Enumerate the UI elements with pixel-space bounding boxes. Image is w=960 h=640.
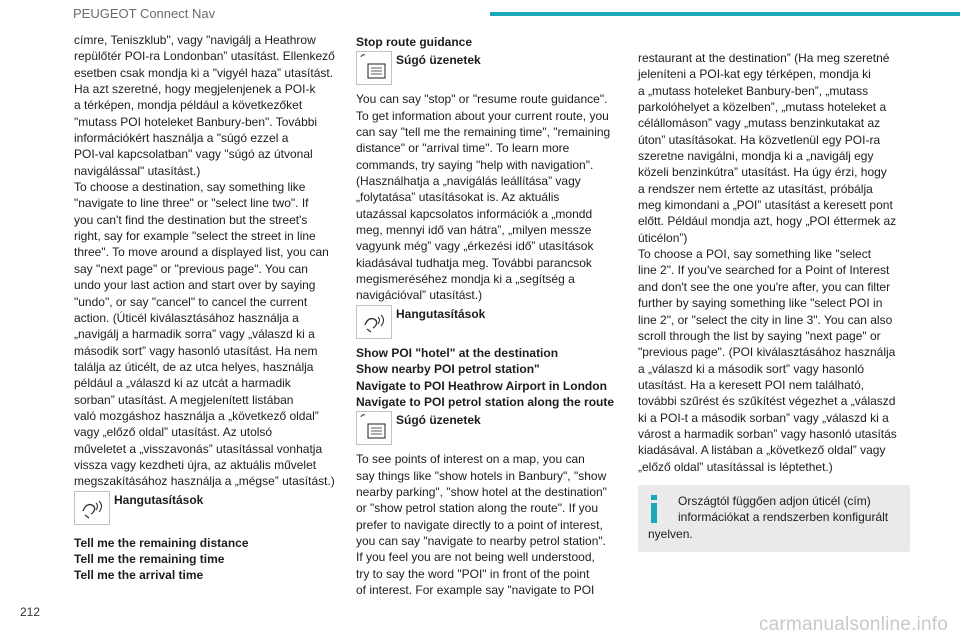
voice-commands-row-2 xyxy=(356,305,628,339)
page-header-title: PEUGEOT Connect Nav xyxy=(73,6,216,21)
info-note-line-3: nyelven. xyxy=(648,526,693,541)
column-1 xyxy=(74,32,346,584)
col3-paragraph: restaurant at the destination” (Ha meg szeretné jeleníteni a POI-kat egy térképen, mondja ki a „mutass hoteleket Banbury-ben”, „mutass parkolóhelyet a közelben”, „mutass hoteleket a célállomáson” vagy „mutass benzinkutakat az úton” utasításokat. Ha közvetlenül egy POI-ra szeretne navigálni, mondja ki a „navigálj egy közeli benzinkútra” utasítást. Ha úgy érzi, hogy a rendszer nem értette az utasítást, próbálja meg kimondani a „POI” utasítást a keresett pont előtt. Például mondja azt, hogy „POI éttermek az úticélon”) To choose a POI, say something like "select line 2". If you've searched for a Point of Interest and don't see the one you're after, you can filter further by saying something like "select POI in line 2", or "select the city in line 3". You can also scroll through the list by saying "next page" or "previous page". (POI kiválasztásához használja a „válaszd ki a második sort” vagy hasonló utasítást. Ha a keresett POI nem található, további szűrést és szűkítést végezhet a „válaszd ki a POI-t a második sorban” vagy „válaszd ki a várost a harmadik sorban” vagy hasonló utasítás kiadásával. A listában a „következő oldal” vagy „előző oldal” utasítással is léptethet.) xyxy=(638,51,897,474)
column-3 xyxy=(638,50,910,552)
info-note-line-1: Országtól függően adjon úticél (cím) xyxy=(678,493,871,508)
info-note-line-2: információkat a rendszerben konfigurált xyxy=(678,510,889,525)
voice-commands-list: Tell me the remaining distance Tell me the remaining time Tell me the arrival time xyxy=(74,535,249,583)
help-message-icon xyxy=(356,51,392,85)
voice-commands-row xyxy=(74,491,346,525)
col2-paragraph-1: You can say "stop" or "resume route guidance". To get information about your current route, you can say "tell me the remaining time", "remaining distance" or "arrival time". To learn more commands, try saying "help with navigation". (Használhatja a „navigálás leállítása” vagy „folytatása” utasításokat is. Az aktuális utazással kapcsolatos információk a „mondd meg, mennyi idő van hátra”, „milyen messze vagyunk még” vagy „érkezési idő” utasítások kiadásával tudhatja meg. További parancsok megismeréséhez mondja ki a „segítség a navigációval” utasítást.) xyxy=(356,92,611,303)
info-note-text xyxy=(648,493,900,542)
help-messages-label: Súgó üzenetek xyxy=(396,53,481,68)
watermark: carmanualsonline.info xyxy=(758,614,948,635)
voice-command-icon xyxy=(356,305,392,339)
voice-commands-label: Hangutasítások xyxy=(396,306,486,321)
help-messages-label: Súgó üzenetek xyxy=(396,413,481,428)
voice-commands-label: Hangutasítások xyxy=(114,492,204,507)
poi-commands-list: Show POI "hotel" at the destination Show nearby POI petrol station" Navigate to POI Heathrow Airport in London Navigate to POI petrol station along the route xyxy=(356,345,615,409)
help-messages-row-1 xyxy=(356,51,628,85)
col1-paragraph: címre, Teniszklub", vagy "navigálj a Heathrow repülőtér POI-ra Londonban” utasítást. Ellenkező esetben csak mondja ki a "vigyél haza” utasítást. Ha azt szeretné, hogy megjelenjenek a POI-k a térképen, mondja például a következőket "mutass POI hoteleket Banbury-ben". További információkért használja a "súgó ezzel a POI-val kapcsolatban" vagy "súgó az útvonal navigálással" utasítást.) To choose a destination, say something like "navigate to line three" or "select line two". If you can't find the destination but the street's right, say for example "select the street in line three". To move around a displayed list, you can say "next page" or "previous page". You can undo your last action and start over by saying "undo", or say "cancel" to cancel the current action. (Úticél kiválasztásához használja a „navigálj a harmadik sorra” vagy „válaszd ki a második sort” vagy hasonló utasítást. Ha nem találja az úticélt, de az utca helyes, használja például a „válaszd ki az utcát a harmadik sorban” utasítást. A megjelenített listában való mozgáshoz használja a „következő oldal” vagy „előző oldal” utasítást. Az utolsó műveletet a „visszavonás” utasítással vonhatja vissza vagy kezdheti újra, az aktuális művelet megszakításához használja a „mégse” utasítást.) xyxy=(74,33,335,489)
page-number: 212 xyxy=(20,605,41,619)
col2-paragraph-2: To see points of interest on a map, you can say things like "show hotels in Banbury", "show nearby parking", "show hotel at the destination" or "show petrol station along the route". If you prefer to navigate directly to a point of interest, you can say "navigate to nearby petrol station". If you feel you are not being well understood, try to say the word "POI" in front of the point of interest. For example say "navigate to POI xyxy=(356,452,607,597)
voice-command-icon xyxy=(74,491,110,525)
help-message-icon xyxy=(356,411,392,445)
info-icon xyxy=(648,494,660,524)
stop-route-heading: Stop route guidance xyxy=(356,35,473,49)
column-2 xyxy=(356,34,628,598)
header-accent-bar xyxy=(490,12,960,16)
info-note-box xyxy=(638,485,910,552)
help-messages-row-2 xyxy=(356,411,628,445)
